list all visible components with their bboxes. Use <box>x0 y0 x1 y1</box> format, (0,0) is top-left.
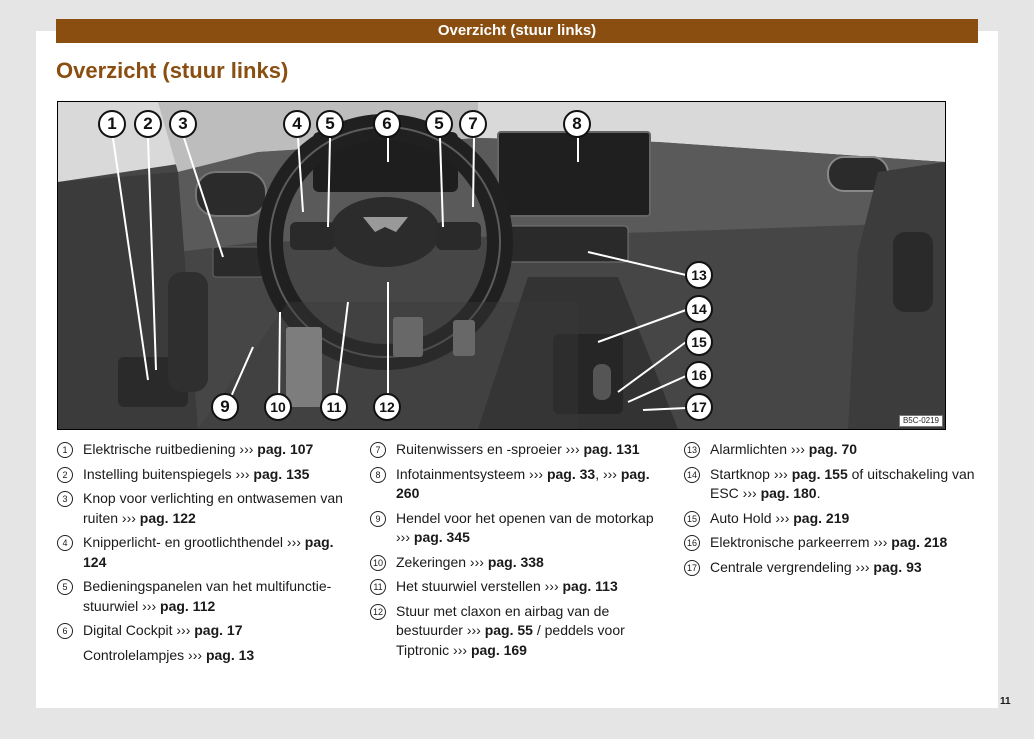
callout-16: 16 <box>685 361 713 389</box>
callout-7: 7 <box>459 110 487 138</box>
legend-item <box>370 509 664 548</box>
page-ref-link[interactable]: pag. 218 <box>891 534 948 550</box>
item-number: 9 <box>370 511 386 527</box>
item-text: Stuur met claxon en airbag van de bestuurder ››› <box>396 602 610 638</box>
page-ref-link-2[interactable]: pag. 169 <box>470 641 527 658</box>
item-text: Knipperlicht- en grootlichthendel ››› <box>83 534 305 550</box>
item-number: 3 <box>57 491 73 507</box>
item-number: 16 <box>684 535 700 551</box>
item-text: Auto Hold ››› <box>710 509 794 526</box>
legend-item <box>684 440 978 460</box>
legend-item <box>684 558 978 578</box>
item-text: Alarmlichten ››› <box>710 441 809 457</box>
legend-item <box>57 621 351 641</box>
callout-8: 8 <box>563 110 591 138</box>
item-text: Startknop ››› <box>710 465 792 482</box>
legend-item <box>370 577 664 597</box>
item-number: 14 <box>684 467 700 483</box>
item-text-2: , ››› <box>595 465 621 482</box>
page-ref-link[interactable]: pag. 345 <box>413 529 470 545</box>
item-text: Zekeringen ››› <box>396 553 488 570</box>
legend-column-2 <box>370 440 664 665</box>
callout-13: 13 <box>685 261 713 289</box>
item-number: 11 <box>370 579 386 595</box>
page-number: 11 <box>1000 696 1011 707</box>
legend-item <box>370 553 664 573</box>
item-number: 4 <box>57 535 73 551</box>
item-text: Centrale vergrendeling ››› <box>710 558 874 575</box>
page-ref-link[interactable]: pag. 107 <box>257 441 314 457</box>
callout-5a: 5 <box>316 110 344 138</box>
page-ref-link[interactable]: pag. 93 <box>873 558 922 575</box>
legend-item <box>370 440 664 460</box>
item-text: Knop voor verlichting en ontwasemen van ruiten ››› <box>83 490 343 526</box>
item-text: Ruitenwissers en -sproeier ››› <box>396 441 584 457</box>
item-text: Infotainmentsysteem ››› <box>396 465 547 482</box>
item-text: Elektronische parkeerrem ››› <box>710 534 892 550</box>
page-ref-link[interactable]: pag. 33 <box>546 465 596 482</box>
page-ref-link[interactable]: pag. 112 <box>160 597 216 614</box>
item-text: Het stuurwiel verstellen ››› <box>396 578 563 594</box>
page-ref-link[interactable]: pag. 135 <box>253 465 310 482</box>
callout-3: 3 <box>169 110 197 138</box>
item-number: 1 <box>57 442 73 458</box>
item-number: 15 <box>684 511 700 527</box>
legend-item <box>57 489 351 528</box>
page-ref-link[interactable]: pag. 219 <box>793 509 850 526</box>
callout-2: 2 <box>134 110 162 138</box>
page-ref-link[interactable]: pag. 338 <box>487 553 544 570</box>
page-ref-link[interactable]: pag. 131 <box>583 441 640 457</box>
dashboard-drawing <box>58 102 945 429</box>
item-number: 6 <box>57 623 73 639</box>
page-ref-link[interactable]: pag. 17 <box>194 622 243 638</box>
callout-5b: 5 <box>425 110 453 138</box>
item-number: 2 <box>57 467 73 483</box>
legend-item <box>57 577 351 616</box>
item-number: 7 <box>370 442 386 458</box>
item-number: 10 <box>370 555 386 571</box>
callout-6: 6 <box>373 110 401 138</box>
legend-item <box>684 533 978 553</box>
page-ref-link-2[interactable]: pag. 260 <box>396 465 650 501</box>
legend-subitem <box>57 646 351 666</box>
callout-12: 12 <box>373 393 401 421</box>
callout-15: 15 <box>685 328 713 356</box>
page-ref-link[interactable]: pag. 70 <box>808 441 858 457</box>
callout-14: 14 <box>685 295 713 323</box>
item-number: 17 <box>684 560 700 576</box>
item-text: Digital Cockpit ››› <box>83 622 195 638</box>
legend-column-3 <box>684 440 978 582</box>
dashboard-illustration <box>57 101 946 430</box>
item-text: Instelling buitenspiegels ››› <box>83 465 254 482</box>
item-number: 12 <box>370 604 386 620</box>
legend-item <box>370 465 664 504</box>
page-ref-link[interactable]: pag. 124 <box>83 534 334 570</box>
page-ref-link[interactable]: pag. 113 <box>562 578 618 594</box>
callout-11: 11 <box>320 393 348 421</box>
legend-item <box>684 509 978 529</box>
item-number: 8 <box>370 467 386 483</box>
callout-17: 17 <box>685 393 713 421</box>
legend-column-1 <box>57 440 351 665</box>
item-text: Bedieningspanelen van het multifunctie-stuurwiel ››› <box>83 578 332 614</box>
item-text: Elektrische ruitbediening ››› <box>83 441 258 457</box>
callout-10: 10 <box>264 393 292 421</box>
legend-item <box>684 465 978 504</box>
legend-item <box>57 465 351 485</box>
callout-4: 4 <box>283 110 311 138</box>
callout-9: 9 <box>211 393 239 421</box>
item-number: 13 <box>684 442 700 458</box>
page-ref-link-2[interactable]: pag. 180 <box>760 485 817 501</box>
legend-item <box>57 440 351 460</box>
page-ref-link[interactable]: pag. 13 <box>205 646 255 663</box>
page-ref-link[interactable]: pag. 155 <box>791 465 848 482</box>
legend-item <box>57 533 351 572</box>
item-text-2: of uitschakeling van ESC ››› <box>710 465 975 501</box>
page-ref-link[interactable]: pag. 122 <box>139 509 196 526</box>
item-number: 5 <box>57 579 73 595</box>
item-text: Controlelampjes ››› <box>83 646 206 663</box>
item-text-2: / peddels voor Tiptronic ››› <box>396 622 625 658</box>
page-ref-link[interactable]: pag. 55 <box>484 622 533 638</box>
callout-1: 1 <box>98 110 126 138</box>
legend-item <box>370 602 664 661</box>
item-text-3: . <box>816 485 821 501</box>
figure-code: B5C-0219 <box>899 415 943 427</box>
page-title: Overzicht (stuur links) <box>56 58 289 83</box>
running-header: Overzicht (stuur links) <box>56 19 978 43</box>
item-text: Hendel voor het openen van de motorkap ››› <box>396 509 654 545</box>
